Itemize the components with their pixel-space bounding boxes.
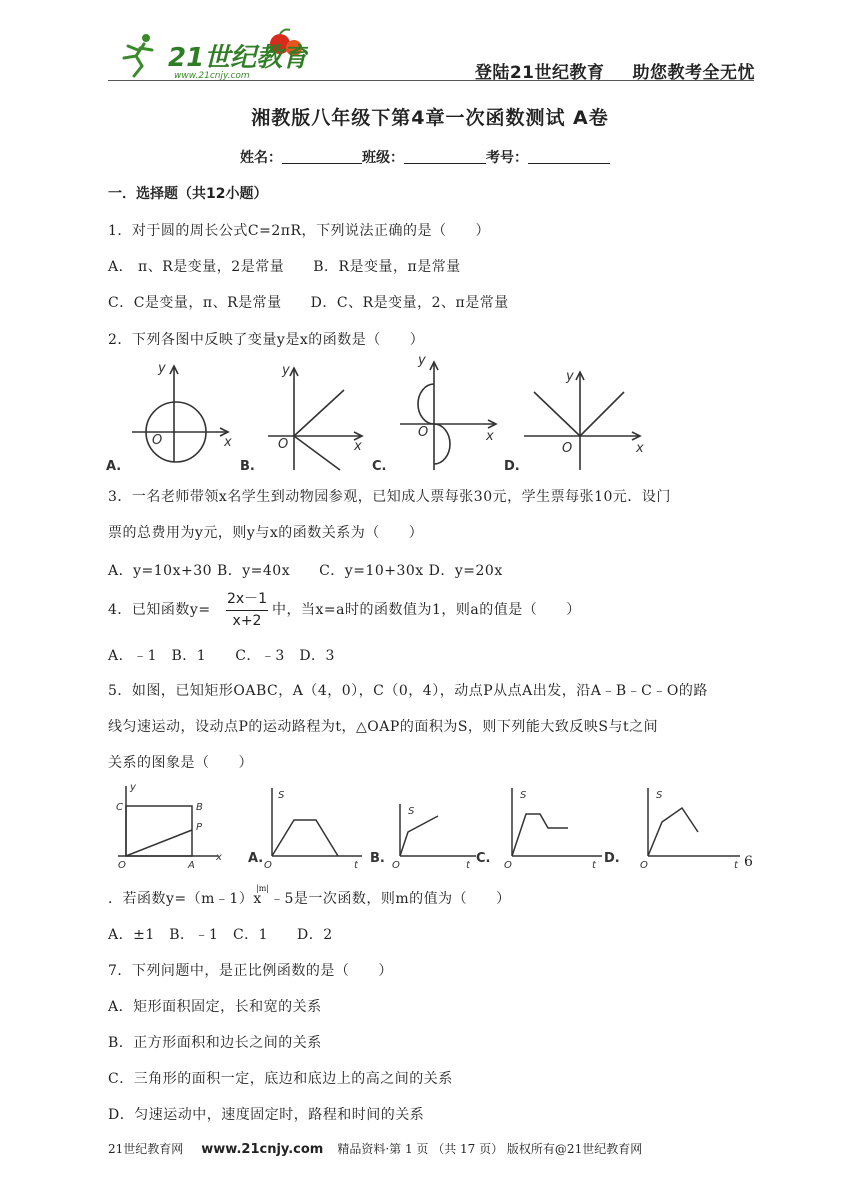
q2a-y: y (158, 361, 166, 376)
q2d-y: y (566, 369, 574, 384)
q5b-t: t (466, 860, 470, 871)
runner-icon (124, 34, 152, 76)
q5-graph-c (476, 788, 602, 871)
q4-options: A．﹣1 B．1 C．﹣3 D．3 (108, 648, 335, 664)
q6-options: A．±1 B．﹣1 C．1 D．2 (108, 927, 333, 943)
q2-stem: 2．下列各图中反映了变量y是x的函数是（ ） (108, 332, 425, 348)
exam-no-field[interactable] (528, 151, 610, 164)
q5-fig-p: P (196, 822, 203, 833)
q5c-t: t (592, 860, 596, 871)
q5b-s: S (408, 806, 415, 817)
section-heading: 一．选择题（共12小题） (108, 186, 268, 202)
q2-graphs (104, 352, 664, 476)
q2c-x: x (486, 429, 494, 444)
q3-stem-2: 票的总费用为y元，则y与x的函数关系为（ ） (108, 525, 424, 541)
q5c-s: S (520, 790, 527, 801)
q7-option-b: B．正方形面积和边长之间的关系 (108, 1035, 322, 1051)
q2d-x: x (636, 441, 644, 456)
q5-stem-2: 线匀速运动，设动点P的运动路程为t，△OAP的面积为S，则下列能大致反映S与t之间 (108, 719, 659, 735)
q5d-t: t (734, 860, 738, 871)
q2c-y: y (418, 353, 426, 368)
q5-fig-x: x (216, 852, 222, 863)
q2-graph-d (504, 369, 644, 474)
q5-stem-1: 5．如图，已知矩形OABC，A（4，0），C（0，4），动点P从点A出发，沿A﹣B﹣C﹣O的路 (108, 683, 708, 699)
footer-url[interactable]: www.21cnjy.com (201, 1142, 324, 1157)
q1-options-cd: C．C是变量，π、R是常量 D．C、R是变量，2、π是常量 (108, 295, 509, 311)
header-login-text: 登陆21世纪教育 (474, 63, 605, 83)
q5-rectangle-figure (116, 782, 222, 871)
q5-fig-o: O (118, 860, 126, 871)
student-info (240, 147, 610, 167)
q2c-o: O (418, 425, 429, 440)
q5-fig-y: y (130, 782, 136, 793)
q5-graphs (108, 780, 758, 872)
q4-fraction (226, 588, 268, 629)
q2-graph-c (372, 353, 496, 474)
q5a-label: A. (248, 851, 264, 866)
name-label: 姓名： (240, 150, 282, 166)
q3-options: A．y=10x+30 B．y=40x C．y=10+30x D．y=20x (108, 563, 503, 579)
q7-stem: 7．下列问题中，是正比例函数的是（ ） (108, 963, 393, 979)
q6-stem-end: ﹣5是一次函数，则m的值为（ ） (270, 891, 511, 907)
class-label: 班级： (362, 150, 404, 166)
q5-fig-b: B (196, 802, 203, 813)
footer-page-info: 精品资料·第 1 页 （共 17 页） 版权所有@21世纪教育网 (337, 1142, 643, 1156)
q5d-s: S (656, 790, 663, 801)
q4-fraction-numerator: 2x－1 (226, 588, 268, 611)
q2b-o: O (278, 437, 289, 452)
q2a-x: x (224, 435, 232, 450)
q1-options-ab: A． π、R是变量，2是常量 B．R是变量，π是常量 (108, 259, 461, 275)
q5-graph-b (370, 804, 476, 871)
q5-fig-c: C (116, 802, 123, 813)
q5-graph-a (248, 788, 362, 871)
header-divider (108, 80, 754, 81)
footer-site-name: 21世纪教育网 (108, 1142, 184, 1156)
q4-fraction-denominator: x+2 (232, 613, 262, 629)
q6-number: 6 (744, 854, 754, 870)
q7-option-a: A．矩形面积固定，长和宽的关系 (108, 999, 322, 1015)
q2a-label: A. (106, 459, 122, 474)
q7-option-d: D．匀速运动中，速度固定时，路程和时间的关系 (108, 1107, 425, 1123)
q5a-t: t (354, 860, 358, 871)
q3-stem-1: 3．一名老师带领x名学生到动物园参观，已知成人票每张30元，学生票每张10元．设门 (108, 489, 671, 505)
header-tagline: 助您教考全无忧 (632, 63, 755, 83)
q2d-o: O (562, 441, 573, 456)
q2b-label: B. (240, 459, 255, 474)
q2b-y: y (282, 363, 290, 378)
q6-stem-start: ．若函数y=（m﹣1）x (108, 891, 262, 907)
q5d-o: O (640, 860, 648, 871)
q4-stem-end: 中，当x=a时的函数值为1，则a的值是（ ） (272, 602, 581, 618)
q5d-label: D. (604, 851, 620, 866)
logo (108, 28, 308, 82)
q5c-label: C. (476, 851, 491, 866)
q2a-o: O (152, 433, 163, 448)
q2c-label: C. (372, 459, 387, 474)
q5-fig-a: A (188, 860, 195, 871)
q5c-o: O (504, 860, 512, 871)
name-field[interactable] (282, 151, 362, 164)
q2-graph-a (106, 361, 232, 474)
q7-option-c: C．三角形的面积一定，底边和底边上的高之间的关系 (108, 1071, 453, 1087)
exam-no-label: 考号： (486, 150, 528, 166)
q5-stem-3: 关系的图象是（ ） (108, 755, 253, 771)
q5b-o: O (392, 860, 400, 871)
q2-graph-b (240, 363, 362, 474)
logo-url: www.21cnjy.com (174, 71, 250, 81)
q2d-label: D. (504, 459, 520, 474)
q5-graph-d (604, 788, 740, 871)
q6-exponent: |m| (256, 884, 269, 893)
logo-text: 21世纪教育 (168, 43, 308, 73)
class-field[interactable] (404, 151, 486, 164)
q2b-x: x (354, 439, 362, 454)
q1-stem: 1．对于圆的周长公式C=2πR，下列说法正确的是（ ） (108, 223, 490, 239)
page-title: 湘教版八年级下第4章一次函数测试 A卷 (251, 107, 609, 129)
q4-stem-start: 4．已知函数y= (108, 602, 211, 618)
page-footer (108, 1140, 642, 1157)
q5b-label: B. (370, 851, 385, 866)
q5a-o: O (264, 860, 272, 871)
q5a-s: S (278, 790, 285, 801)
